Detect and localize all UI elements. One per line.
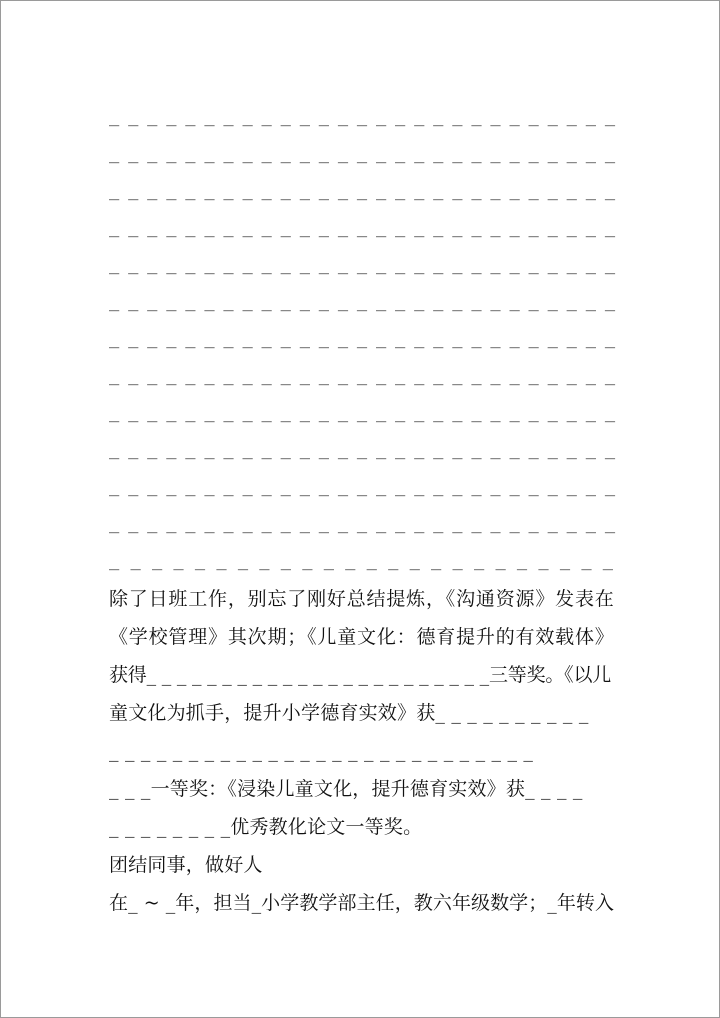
paragraph-line: 除了日班工作，别忘了刚好总结提炼，《沟通资源》发表在 — [109, 588, 614, 610]
paragraph-line: 童文化为抓手，提升小学德育实效》获_ _ _ _ _ _ _ _ _ _ — [109, 702, 589, 724]
dashed-line: _ _ _ _ _ _ _ _ _ _ _ _ _ _ _ _ _ _ _ _ _ _ _ _ _ _ _ — [109, 144, 615, 164]
dashed-line: _ _ _ _ _ _ _ _ _ _ _ _ _ _ _ _ _ _ _ _ _ _ _ _ _ _ _ — [109, 403, 615, 423]
paragraph-line: _ _ _ _ _ _ _ _ _ _ _ _ _ _ _ _ _ _ _ _ _ _ _ _ _ _ _ — [109, 740, 534, 762]
dashed-line: _ _ _ _ _ _ _ _ _ _ _ _ _ _ _ _ _ _ _ _ _ _ _ _ _ _ _ — [109, 218, 615, 238]
dashed-line: _ _ _ _ _ _ _ _ _ _ _ _ _ _ _ _ _ _ _ _ _ _ _ _ _ _ _ — [109, 181, 615, 201]
dashed-line: _ _ _ _ _ _ _ _ _ _ _ _ _ _ _ _ _ _ _ _ _ _ _ _ _ _ _ — [109, 292, 615, 312]
dashed-line: _ _ _ _ _ _ _ _ _ _ _ _ _ _ _ _ _ _ _ _ _ _ _ _ _ _ _ — [109, 329, 615, 349]
dashed-line: _ _ _ _ _ _ _ _ _ _ _ _ _ _ _ _ _ _ _ _ _ _ _ _ _ _ _ — [109, 440, 615, 460]
paragraph-line: _ _ _一等奖：《浸染儿童文化，提升德育实效》获_ _ _ _ — [109, 778, 583, 800]
dashed-line: _ _ _ _ _ _ _ _ _ _ _ _ _ _ _ _ _ _ _ _ _ _ _ _ _ _ _ — [109, 107, 615, 127]
paragraph-line: 获得_ _ _ _ _ _ _ _ _ _ _ _ _ _ _ _ _ _ _ _ _ _ _三等奖。《以儿 — [109, 664, 612, 686]
dashed-line: _ _ _ _ _ _ _ _ _ _ _ _ _ _ _ _ _ _ _ _ _ _ _ _ _ _ _ — [109, 514, 615, 534]
dashed-line: _ _ _ _ _ _ _ _ _ _ _ _ _ _ _ _ _ _ _ _ _ _ _ _ _ _ _ — [109, 255, 615, 275]
dashed-line: _ _ _ _ _ _ _ _ _ _ _ _ _ _ _ _ _ _ _ _ _ _ _ _ _ _ _ — [109, 477, 615, 497]
section-heading: 团结同事，做好人 — [109, 854, 263, 876]
paragraph-line: _ _ _ _ _ _ _ _优秀教化论文一等奖。 — [109, 816, 423, 838]
paragraph-line: 《学校管理》其次期；《儿童文化：德育提升的有效载体》 — [109, 626, 614, 648]
paragraph-line: 在_ ~ _年，担当_小学教学部主任，教六年级数学；_年转入 — [109, 892, 614, 914]
dashed-line: _ _ _ _ _ _ _ _ _ _ _ _ _ _ _ _ _ _ _ _ _ _ _ _ _ _ _ — [109, 366, 615, 386]
dashed-line: _ _ _ _ _ _ _ _ _ _ _ _ _ _ _ _ _ _ _ _ _ _ _ _ — [109, 551, 614, 571]
